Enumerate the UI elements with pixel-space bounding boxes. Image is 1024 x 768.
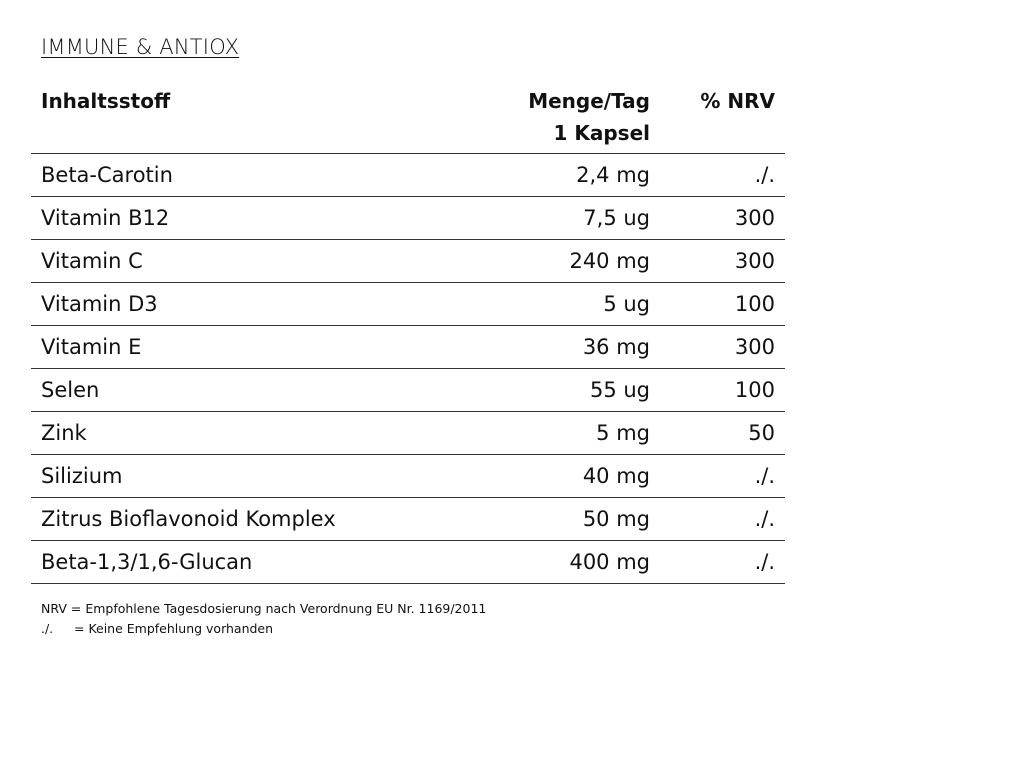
ingredient-nrv: ./. <box>660 154 785 197</box>
footnote-nrv <box>41 599 486 619</box>
ingredient-name: Beta-1,3/1,6-Glucan <box>31 541 451 584</box>
footnote-symbol: ./. <box>41 621 54 636</box>
table-row <box>31 154 785 197</box>
footnotes <box>41 599 486 639</box>
table-row <box>31 498 785 541</box>
header-amount-line2: 1 Kapsel <box>553 121 650 145</box>
ingredient-amount: 5 ug <box>451 283 660 326</box>
ingredient-nrv: 300 <box>660 326 785 369</box>
ingredient-amount: 2,4 mg <box>451 154 660 197</box>
table-row <box>31 412 785 455</box>
ingredient-amount: 7,5 ug <box>451 197 660 240</box>
header-ingredient <box>31 85 451 154</box>
table-row <box>31 240 785 283</box>
table-header-row <box>31 85 785 154</box>
nutrition-table <box>31 85 785 584</box>
ingredient-name: Beta-Carotin <box>31 154 451 197</box>
header-nrv <box>660 85 785 154</box>
table-row <box>31 455 785 498</box>
ingredient-name: Selen <box>31 369 451 412</box>
ingredient-name: Zitrus Bioflavonoid Komplex <box>31 498 451 541</box>
ingredient-amount: 36 mg <box>451 326 660 369</box>
ingredient-nrv: 100 <box>660 283 785 326</box>
ingredient-name: Zink <box>31 412 451 455</box>
header-amount <box>451 85 660 154</box>
header-nrv-label: % NRV <box>700 89 775 113</box>
header-amount-line1: Menge/Tag <box>528 89 650 113</box>
ingredient-amount: 400 mg <box>451 541 660 584</box>
table-row <box>31 283 785 326</box>
ingredient-nrv: ./. <box>660 498 785 541</box>
ingredient-nrv: ./. <box>660 541 785 584</box>
ingredient-amount: 240 mg <box>451 240 660 283</box>
table-row <box>31 326 785 369</box>
ingredient-name: Vitamin C <box>31 240 451 283</box>
product-title: IMMUNE & ANTIOX <box>41 35 240 59</box>
table-row <box>31 541 785 584</box>
ingredient-nrv: 50 <box>660 412 785 455</box>
footnote-nrv-text: NRV = Empfohlene Tagesdosierung nach Verordnung EU Nr. 1169/2011 <box>41 601 487 616</box>
ingredient-nrv: 100 <box>660 369 785 412</box>
ingredient-name: Silizium <box>31 455 451 498</box>
ingredient-name: Vitamin B12 <box>31 197 451 240</box>
ingredient-amount: 40 mg <box>451 455 660 498</box>
table-row <box>31 197 785 240</box>
ingredient-nrv: ./. <box>660 455 785 498</box>
ingredient-name: Vitamin D3 <box>31 283 451 326</box>
ingredient-amount: 5 mg <box>451 412 660 455</box>
ingredient-nrv: 300 <box>660 197 785 240</box>
footnote-no-recommendation-text: = Keine Empfehlung vorhanden <box>74 621 274 636</box>
ingredient-amount: 55 ug <box>451 369 660 412</box>
footnote-no-recommendation <box>41 619 486 639</box>
ingredient-name: Vitamin E <box>31 326 451 369</box>
header-ingredient-label: Inhaltsstoff <box>41 89 171 113</box>
table-row <box>31 369 785 412</box>
ingredient-amount: 50 mg <box>451 498 660 541</box>
ingredient-nrv: 300 <box>660 240 785 283</box>
